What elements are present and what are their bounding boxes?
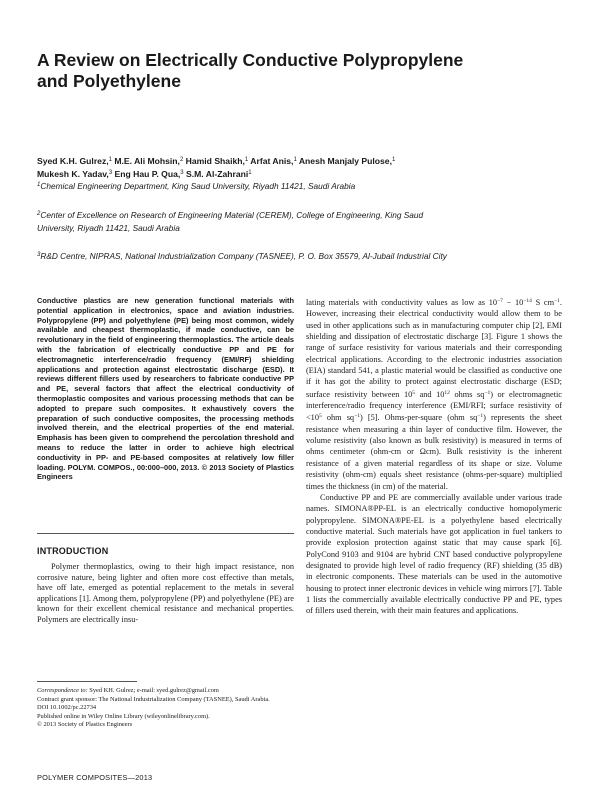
text-run: . However, increasing their electrical conductivity would allow them to be used in other applications such as in manufacturing computer chip [2], EMI shielding and dissipation of electrostatic discharge [3]. Figure 1 shows the range of surface resistivity for various materials and their corresponding electrical applications. According to the electronic industries association (EIA) standard 541, a plastic material would be classified as conductive one if it has got the ability to protect against electrostatic discharge (ESD; surface resistivity between 10 [306,298,562,399]
affiliation-2 [37,208,567,234]
affiliation-mark: 1 [37,182,41,188]
superscript-exponent: −1 [354,413,360,420]
affiliation-1 [37,179,567,193]
author-name: Hamid Shaikh, [183,156,245,166]
footnote-text: Syed KH. Gulrez; e-mail: syed.gulrez@gmail.com [87,687,219,694]
author-name: Mukesh K. Yadav, [37,168,109,179]
footnote-published: Published online in Wiley Online Library (wileyonlinelibrary.com). [37,712,210,720]
footnote-correspondence [37,687,294,696]
text-run: ) [5]. Ohms-per-square (ohm sq [359,413,478,423]
affiliation-text: Center of Excellence on Research of Engineering Material (CEREM), College of Engineering, King Saud [40,210,424,220]
affiliation-text: University, Riyadh 11421, Saudi Arabia [37,222,180,233]
footnote-copyright: © 2013 Society of Plastics Engineers [37,721,133,729]
text-run: and 10 [415,389,445,399]
author-affiliation-mark: 2 [179,157,184,163]
text-run: − 10 [502,298,524,307]
text-run: ) represents the sheet resistance when measuring a thin layer of conductive film. However, the volume resistivity (also known as bulk resistivity) is measured in terms of ohms centimeter (ohm-cm or Ωcm). Bulk resistivity is the inherent resistance of a given material regardless of its shape or size. Volume resistivity (ohm-cm) equals sheet resistance (ohms-per-square) multiplied times the thickness (in cm) of the material. [306,413,563,491]
footnote-doi: DOI 10.1002/pc.22734 [37,704,97,712]
title-line-2: and Polyethylene [37,71,181,91]
introduction-body [37,562,294,626]
superscript-exponent: −7 [497,298,503,304]
author-affiliation-mark: 1 [293,157,297,163]
author-name: Syed K.H. Gulrez, [37,156,109,166]
abstract-divider [37,533,294,534]
author-name: Eng Hau P. Qua, [112,168,181,179]
article-title [37,50,557,92]
author-affiliation-mark: 3 [108,169,113,176]
affiliation-text: Chemical Engineering Department, King Saud University, Riyadh 11421, Saudi Arabia [40,181,356,191]
superscript-exponent: 12 [444,389,450,396]
affiliation-3 [37,249,567,263]
affiliation-text: R&D Centre, NIPRAS, National Industrialization Company (TASNEE), P. O. Box 35579, Al-Jubail Industrial City [40,251,447,261]
footnote-label: Correspondence to: [37,687,88,694]
running-footer: POLYMER COMPOSITES—2013 [37,773,153,782]
author-affiliation-mark: 1 [248,169,252,176]
author-name: Anesh Manjaly Pulose, [296,156,392,166]
text-run: ohms sq [449,389,485,399]
section-heading-introduction: INTRODUCTION [37,546,109,556]
superscript-exponent: −1 [484,389,491,396]
author-name: S.M. Al-Zahrani [183,168,249,179]
author-name: M.E. Ali Mohsin, [111,156,180,166]
superscript-exponent: 5 [318,413,322,420]
paragraph: Conductive PP and PE are commercially available under various trade names. SIMONA®PP-EL is an electrically conductive homopolymeric polypropylene. SIMONA®PE-EL is a polyethylene based electrically conductive material. Such materials have got application in fuel tankers to provide explosion protection against static that may cause spark [6]. PolyCond 9103 and 9104 are hybrid CNT based conductive polypropylene designated to provide high level of radio frequency (RF) shielding (35 dB) in electronic components. These materials can be used in the automotive housing to protect inner electronic devices in vehicle wing mirrors [7]. Table 1 lists the commercially available electrically conductive PP and PE, types of fillers used therein, with their main features and applications. [306,492,562,616]
footnote-grant: Contract grant sponsor: The National Industrialization Company (TASNEE), Saudi Arabia. [37,695,270,703]
text-run: S cm [531,298,555,307]
affiliation-mark: 2 [37,211,41,217]
title-line-1: A Review on Electrically Conductive Polypropylene [37,50,464,70]
text-run: ) or electromagnetic interference/radio frequency interference (EMI/RFI; surface resistivity of <10 [306,389,562,423]
superscript-exponent: −1 [554,298,560,304]
superscript-exponent: −14 [523,298,532,304]
abstract: Conductive plastics are new generation functional materials with potential application in electronics, space and aviation industries. Polypropylene (PP) and polyethylene (PE) being most common, widely available and cheapest thermoplastic, if made conductive, can be revolutionary in the field of engineering thermoplastics. The article deals with the fabrication of electrically conductive PP and PE for electromagnetic interference/radio frequency (EMI/RF) shielding applications and protection against electrostatic discharge (ESD). It reviews different fillers used by researchers to fabricate conductive PP and PE, several factors that affect the electrical conductivity of thermoplastic composites and various processing methods that can be adopted to prepare such composites. It exhaustively covers the preparation of such conductive composites, the processing methods involved therein, and the electrical properties of the end material. Emphasis has been given to comprehend the percolation threshold and means to reduce the latter in order to achieve high electrical conductivity in PP- and PE-based composites at relatively low filler loading. POLYM. COMPOS., 00:000–000, 2013. © 2013 Society of Plastics Engineers [37,296,294,482]
author-affiliation-mark: 1 [108,157,112,163]
text-run: lating materials with conductivity values as low as 10 [306,298,497,307]
affiliation-mark: 3 [37,252,41,258]
footnotes [37,687,294,730]
text-run: ohm sq [321,413,355,423]
author-name: Arfat Anis, [248,156,294,166]
paragraph: Polymer thermoplastics, owing to their high impact resistance, non corrosive nature, being lighter and often more cost effective than metals, have off late, emerged as potential replacement to the metals in several applications [1]. Among them, polypropylene (PP) and polyethylene (PE) are known for their excellent chemical resistance and mechanical properties. Polymers are electrically insu- [37,562,294,624]
author-affiliation-mark: 1 [391,157,396,163]
superscript-exponent: −1 [477,413,484,420]
author-affiliation-mark: 1 [244,157,249,163]
paragraph [306,296,562,492]
right-column-body [306,296,562,617]
author-list [37,155,567,180]
footnote-divider [37,681,137,682]
superscript-exponent: 5 [412,389,416,396]
author-affiliation-mark: 3 [180,169,184,176]
